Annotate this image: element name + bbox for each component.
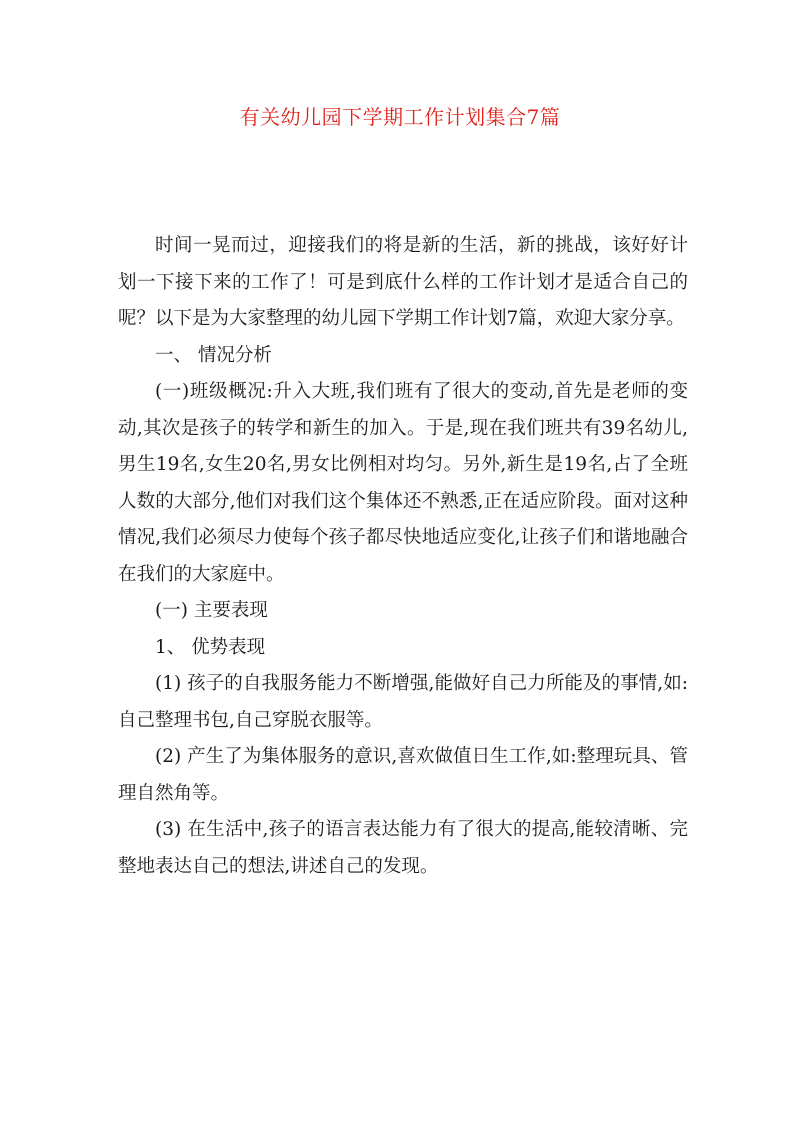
subsection-heading-strengths: 1、 优势表现 (155, 636, 266, 658)
section-heading-situation-analysis: 一、 情况分析 (155, 344, 272, 366)
intro-paragraph: 时间一晃而过，迎接我们的将是新的生活，新的挑战，该好好计划一下接下来的工作了！可是到底什么样的工作计划才是适合自己的呢？以下是为大家整理的幼儿园下学期工作计划7篇，欢迎大家分享。 (118, 235, 688, 329)
list-item-paragraph: (3) 在生活中,孩子的语言表达能力有了很大的提高,能较清晰、完整地表达自己的想法,讲述自己的发现。 (118, 819, 688, 877)
subsection-heading-main-performance: (一) 主要表现 (155, 600, 268, 621)
document-body (118, 228, 688, 885)
list-item-paragraph: (2) 产生了为集体服务的意识,喜欢做值日生工作,如:整理玩具、管理自然角等。 (118, 746, 688, 804)
list-item-paragraph: (1) 孩子的自我服务能力不断增强,能做好自己力所能及的事情,如:自己整理书包,自己穿脱衣服等。 (118, 673, 688, 731)
document-title: 有关幼儿园下学期工作计划集合7篇 (239, 105, 561, 129)
class-overview-paragraph: (一)班级概况:升入大班,我们班有了很大的变动,首先是老师的变动,其次是孩子的转学和新生的加入。于是,现在我们班共有39名幼儿,男生19名,女生20名,男女比例相对均匀。另外,新生是19名,占了全班人数的大部分,他们对我们这个集体还不熟悉,正在适应阶段。面对这种情况,我们必须尽力使每个孩子都尽快地适应变化,让孩子们和谐地融合在我们的大家庭中。 (118, 381, 688, 585)
